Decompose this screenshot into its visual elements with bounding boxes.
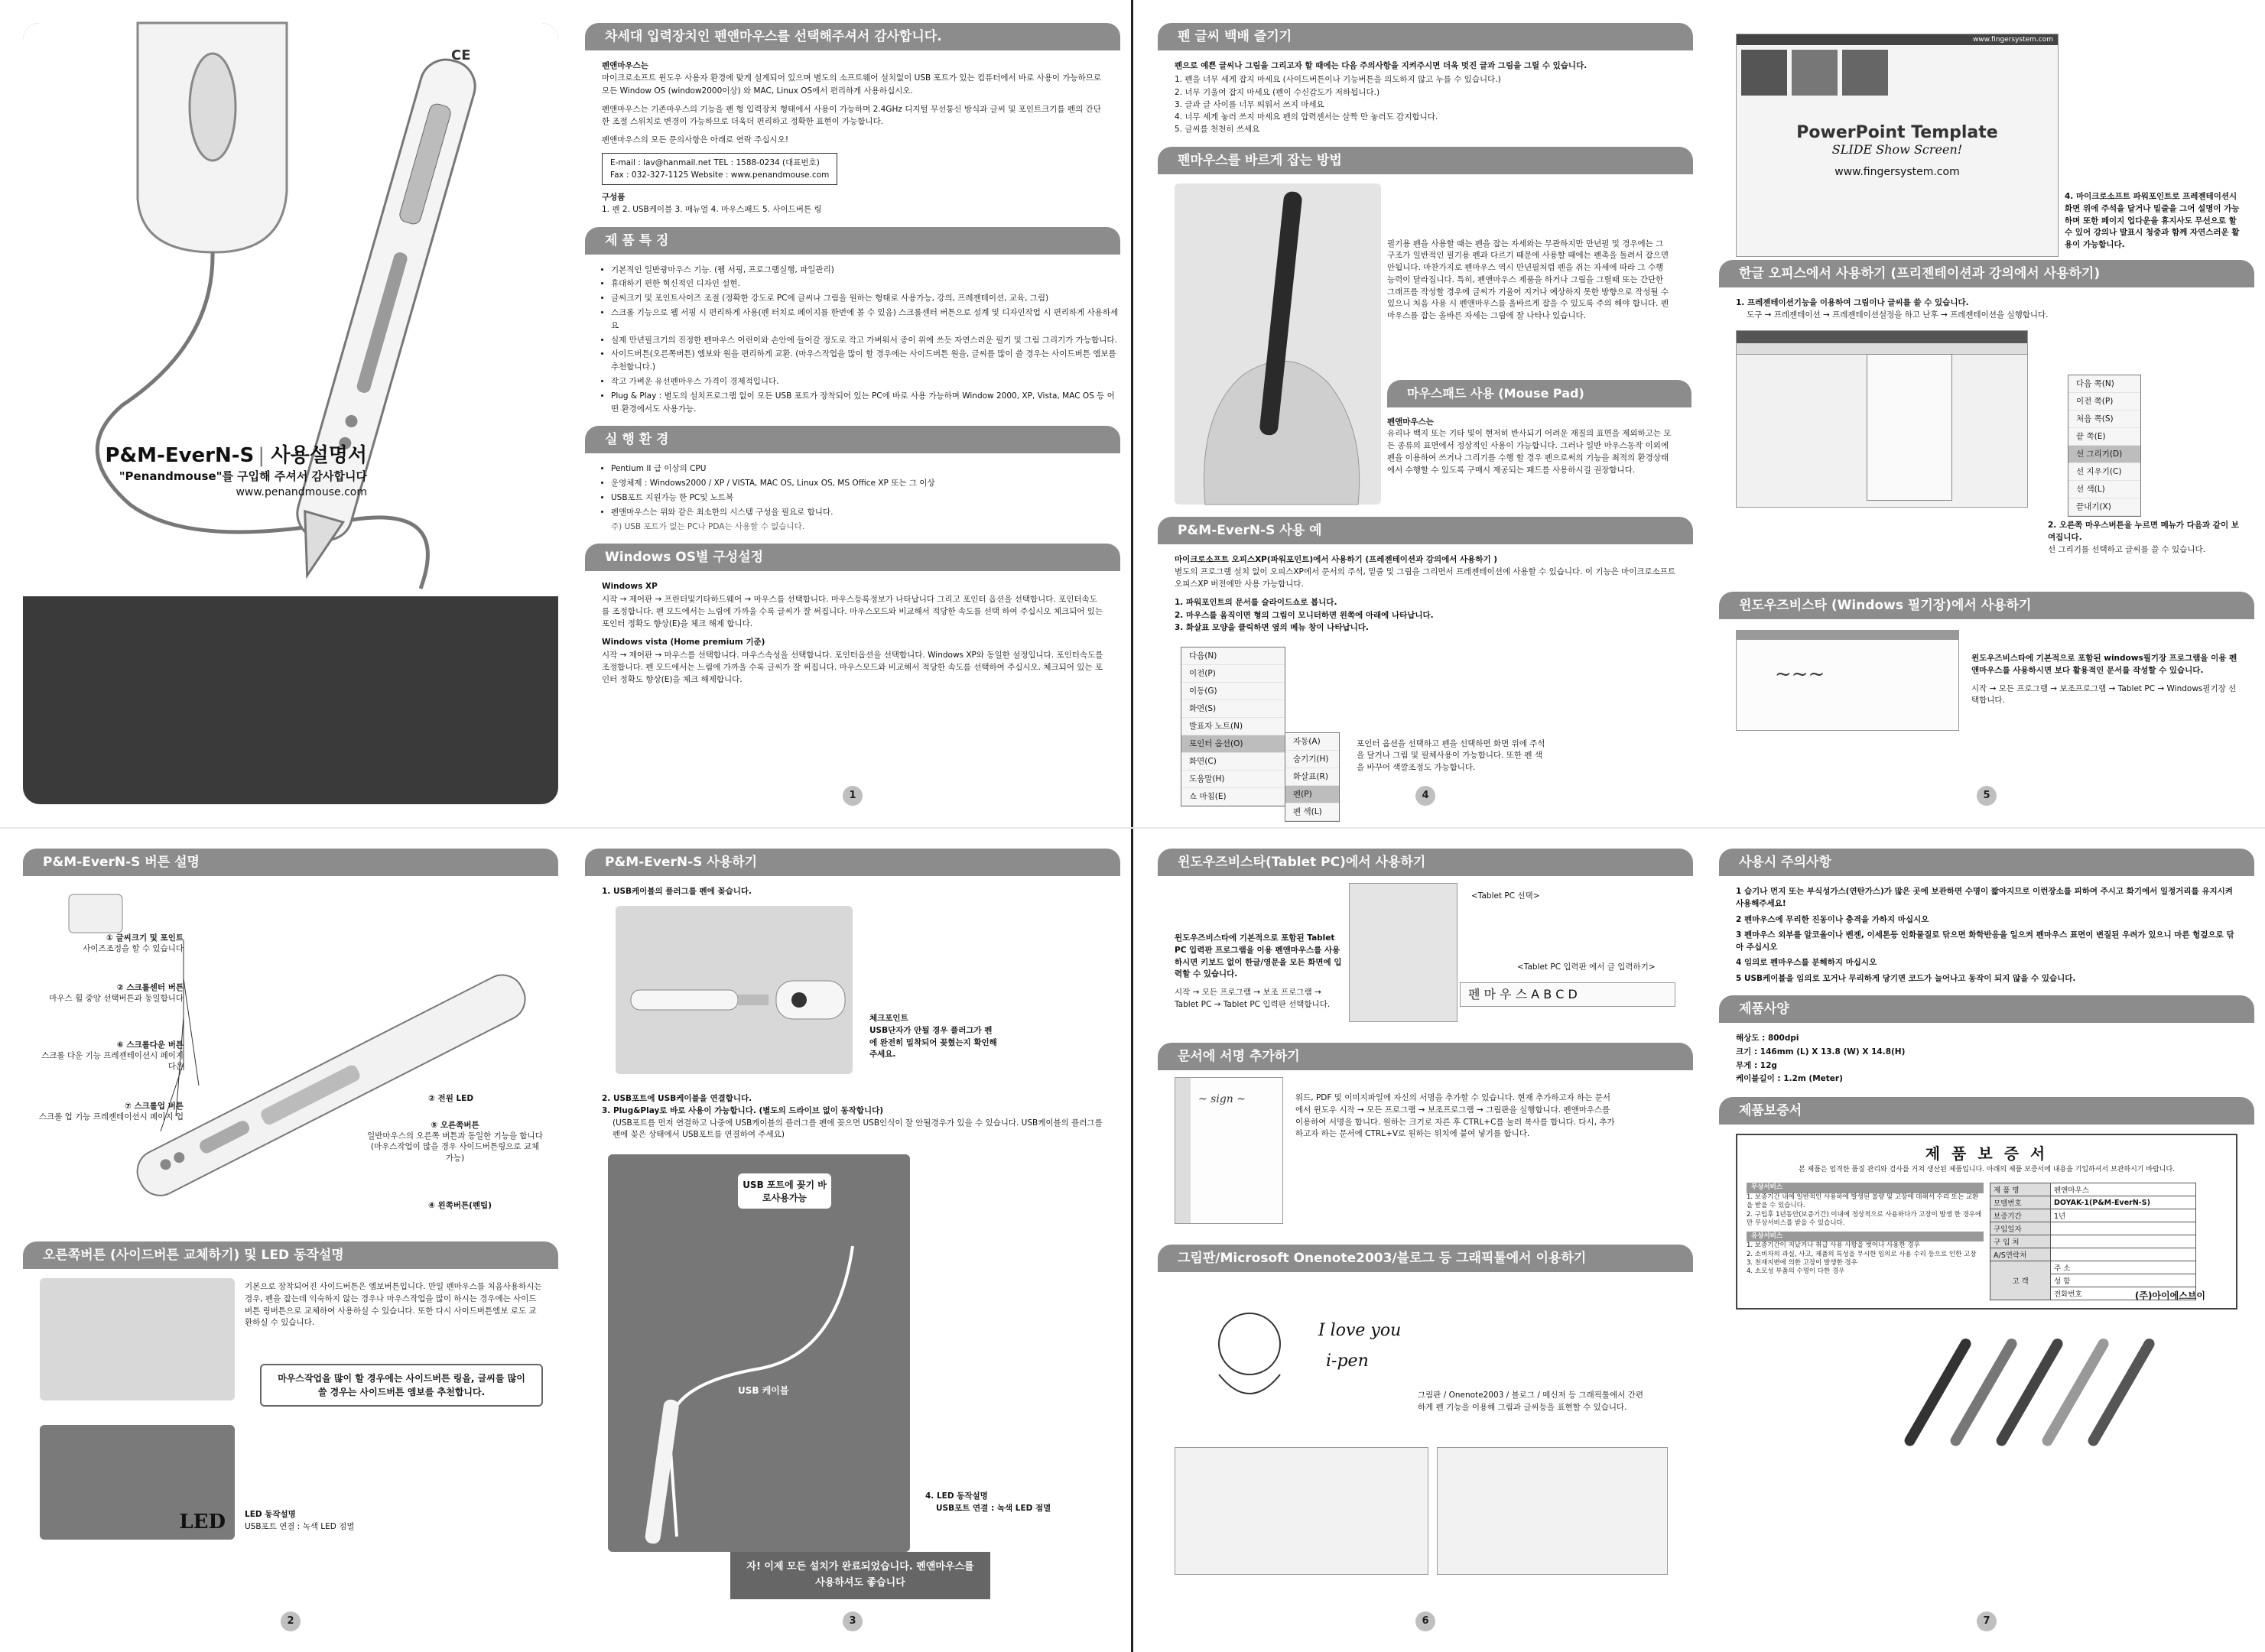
callout-title: ⑥ 스크롤다운 버튼 xyxy=(116,1040,184,1050)
list-item: • Pentium II 급 이상의 CPU xyxy=(611,462,1120,475)
paint-screenshot xyxy=(1175,1077,1283,1224)
env-header: 실 행 환 경 xyxy=(585,426,1120,453)
customer-label: 고 객 xyxy=(1990,1261,2051,1300)
signature-header: 문서에 서명 추가하기 xyxy=(1158,1043,1693,1070)
page-number: 7 xyxy=(1977,1611,1997,1631)
caution-item: 1 습기나 먼지 또는 부식성가스(연탄가스)가 많은 곳에 보관하면 수명이 짧아지므로 이런장소를 피하여 주시고 화기에서 일정거리를 유지시켜 사용해주세요! xyxy=(1736,887,2233,909)
menu-item[interactable]: 다음 쪽(N) xyxy=(2068,375,2140,393)
menu-item[interactable]: 선 그리기(D) xyxy=(2068,446,2140,463)
contact-line-2[interactable]: Fax : 032-327-1125 Website : www.penandmouse.com xyxy=(610,170,830,180)
callout-title: ⑤ 오른쪽버튼 xyxy=(431,1121,479,1130)
page-number: 6 xyxy=(1415,1611,1435,1631)
contact-box xyxy=(602,153,837,186)
context-menu[interactable] xyxy=(1181,647,1285,807)
warranty-table xyxy=(1990,1183,2196,1300)
start-menu-screenshot xyxy=(1349,883,1457,1022)
ppt-screenshot xyxy=(1736,34,2059,257)
play-item: 1. 펜을 너무 세게 잡지 마세요 (사이드버튼이나 기능버튼을 의도하지 않고 누를 수 있습니다.) xyxy=(1175,75,1501,85)
table-value[interactable] xyxy=(2051,1222,2196,1235)
customer-field[interactable]: 주 소 xyxy=(2051,1261,2196,1274)
menu-item[interactable]: 끝내기(X) xyxy=(2068,498,2140,516)
menu-item[interactable]: 숨기기(H) xyxy=(1285,751,1339,768)
play-item: 3. 글과 글 사이를 너무 띄워서 쓰지 마세요 xyxy=(1175,99,1324,109)
customer-field[interactable]: 성 함 xyxy=(2051,1274,2196,1287)
os-vista-title: Windows vista (Home premium 기준) xyxy=(602,638,765,647)
step-4-desc: USB포트 연결 : 녹색 LED 점멸 xyxy=(936,1503,1051,1513)
page-2 xyxy=(23,849,558,1636)
customer-field[interactable]: 전화번호 xyxy=(2051,1287,2196,1300)
cover-site[interactable]: www.penandmouse.com xyxy=(236,486,367,498)
spec-item: 무게 : 12g xyxy=(1736,1060,1777,1070)
paint-header: 그림판/Microsoft Onenote2003/블로그 등 그래픽툴에서 이용하기 xyxy=(1158,1245,1693,1272)
onenote-screenshot-1 xyxy=(1175,1447,1428,1575)
callout-power-led: ② 전원 LED xyxy=(428,1094,474,1103)
vista-header: 윈도우즈비스타 (Windows 필기장)에서 사용하기 xyxy=(1719,592,2254,619)
grip-header: 펜마우스를 바르게 잡는 방법 xyxy=(1158,147,1693,174)
tablet-note-1: <Tablet PC 선택> xyxy=(1471,891,1540,901)
menu-item[interactable]: 선 색(L) xyxy=(2068,481,2140,498)
table-key: 구 입 처 xyxy=(1990,1235,2051,1248)
page-number: 4 xyxy=(1415,786,1435,806)
os-header: Windows OS별 구성설정 xyxy=(585,544,1120,571)
hwp-context-menu[interactable] xyxy=(2068,375,2141,517)
warranty-header: 제품보증서 xyxy=(1719,1097,2254,1125)
warranty-intro: 본 제품은 엄격한 품질 관리와 검사를 거쳐 생산된 제품입니다. 아래의 제품 보증서에 내용을 기입하셔서 보관하시기 바랍니다. xyxy=(1798,1166,2176,1174)
vista-journal-screenshot xyxy=(1736,630,1959,731)
menu-item[interactable]: 펜(P) xyxy=(1285,786,1339,803)
step-3: 3. Plug&Play로 바로 사용이 가능합니다. (별도의 드라이브 없이 동작합니다) xyxy=(602,1105,884,1115)
page-number: 2 xyxy=(281,1611,301,1631)
side-button-photo xyxy=(40,1278,235,1400)
paid-item: 1. 보증기간이 지났거나 취급 사용 사항을 벗어나 사용한 경우 xyxy=(1747,1241,1920,1250)
list-item: • 휴대하기 편한 혁신적인 디자인 설현. xyxy=(611,277,1120,290)
check-title: 체크포인트 xyxy=(869,1014,908,1023)
cable-illustration xyxy=(608,1154,910,1552)
callout-right-button xyxy=(367,1120,543,1164)
menu-item[interactable]: 이전(P) xyxy=(1181,665,1285,683)
example-step: 3. 화살표 모양을 클릭하면 옆의 메뉴 창이 나타납니다. xyxy=(1175,622,1369,632)
free-item: 2. 구입후 1년동안(보증기간) 이내에 정상적으로 사용하다가 고장이 발생 한 경우에만 무상서비스를 받을 수 있습니다. xyxy=(1747,1210,1982,1228)
page-5 xyxy=(1719,23,2254,810)
step-2: 2. USB포트에 USB케이블을 연결합니다. xyxy=(602,1094,752,1103)
love-text-2: i-pen xyxy=(1326,1352,1369,1371)
callout-desc: 일반마우스의 오른쪽 버튼과 동일한 기능을 합니다 (마우스작업이 많을 경우 사이드버튼링으로 교체가능) xyxy=(367,1131,543,1163)
table-key: 제 품 명 xyxy=(1990,1183,2051,1196)
table-key: 구입일자 xyxy=(1990,1222,2051,1235)
led-photo xyxy=(40,1425,235,1540)
table-row xyxy=(1990,1183,2196,1196)
table-value[interactable] xyxy=(2051,1235,2196,1248)
pad-label: 펜앤마우스는 xyxy=(1387,417,1434,427)
menu-item[interactable]: 끝 쪽(E) xyxy=(2068,428,2140,446)
list-item: • 사이드버튼(오른쪽버튼) 엠보와 원을 편리하게 교환. (마우스작업을 많이 할 경우에는 사이드버튼 원을, 글씨를 많이 쓸 경우는 사이드버튼 엠보를 추천합니다.) xyxy=(611,348,1120,374)
table-row xyxy=(1990,1235,2196,1248)
step-1: 1. USB케이블의 플러그를 펜에 꽂습니다. xyxy=(602,887,752,896)
paid-label: 유상서비스 xyxy=(1747,1232,1984,1241)
menu-item[interactable]: 화면(S) xyxy=(1181,700,1285,718)
os-vista-text: 시작 → 제어판 → 마우스를 선택합니다. 마우스속성을 선택합니다. 포인터옵션을 선택합니다. Windows XP와 동일한 설정입니다. 포인터속도를 조정합니다. 펜 모드에서는 느림에 가까울 수록 글씨가 잘 써집니다. 마우스모드와 비교해서 적당한 속도를 선택하여 주십시오. 체크되어 있는 포인터 정확도 향상(E)을 체크 해제합니다. xyxy=(602,650,1103,685)
header-thanks: 차세대 입력장치인 펜앤마우스를 선택해주셔서 감사합니다. xyxy=(585,23,1120,50)
cover-title xyxy=(105,440,367,468)
features-list xyxy=(585,264,1120,416)
menu-item[interactable]: 도움말(H) xyxy=(1181,771,1285,788)
menu-item[interactable]: 화살표(R) xyxy=(1285,768,1339,786)
page-number: 3 xyxy=(843,1611,863,1631)
cover-thanks: "Penandmouse"를 구입해 주셔서 감사합니다 xyxy=(119,469,367,483)
table-value: 펜앤마우스 xyxy=(2051,1183,2196,1196)
paint-text: 그림판 / Onenote2003 / 블로그 / 메신저 등 그래픽툴에서 간편하게 펜 기능을 이용해 그림과 글씨등을 표현할 수 있습니다. xyxy=(1418,1391,1643,1412)
menu-item[interactable]: 쇼 마침(E) xyxy=(1181,788,1285,806)
side-tip: 마우스작업을 많이 할 경우에는 사이드버튼 링을, 글씨를 많이 쓸 경우는 사이드버튼 엠보를 추천합니다. xyxy=(260,1364,543,1407)
table-row xyxy=(1990,1261,2196,1274)
cover-panel xyxy=(23,23,558,804)
spec-item: 해상도 : 800dpi xyxy=(1736,1033,1799,1043)
callout-title: ① 글씨크기 및 포인트 xyxy=(106,933,184,943)
plug-photo xyxy=(616,906,853,1074)
paid-item: 4. 소모성 부품의 수명이 다한 경우 xyxy=(1747,1267,1845,1276)
example-step: 1. 파워포인트의 문서를 슬라이드쇼로 봅니다. xyxy=(1175,598,1337,608)
table-row xyxy=(1990,1248,2196,1261)
list-item: • 기본적인 일반광마우스 기능. (웹 서핑, 프로그램실행, 파일관리) xyxy=(611,264,1120,277)
usb-tag: USB 포트에 꽂기 바로사용가능 xyxy=(738,1173,831,1209)
menu-item[interactable]: 다음(N) xyxy=(1181,647,1285,665)
pad-header: 마우스패드 사용 (Mouse Pad) xyxy=(1387,380,1691,407)
tablet-path: 시작 → 모든 프로그램 → 보조 프로그램 → Tablet PC → Tablet PC 입력판 선택합니다. xyxy=(1175,988,1331,1009)
ppt-url: www.fingersystem.com xyxy=(1834,166,1960,178)
hand-pen-illustration xyxy=(1175,183,1381,505)
menu-item[interactable]: 이동(G) xyxy=(1181,683,1285,700)
menu-item[interactable]: 펜 색(L) xyxy=(1285,803,1339,821)
table-key: 보증기간 xyxy=(1990,1209,2051,1222)
callout-desc: 마우스 휠 중앙 선택버튼과 동일합니다 xyxy=(49,994,184,1004)
free-label: 무상서비스 xyxy=(1747,1183,1984,1193)
led-label: LED xyxy=(179,1511,226,1534)
usb-plug-illustration xyxy=(616,906,853,1074)
callout-size xyxy=(38,933,184,954)
onenote-screenshot-2 xyxy=(1437,1447,1668,1575)
spec-item: 크기 : 146mm (L) X 13.8 (W) X 14.8(H) xyxy=(1736,1047,1906,1056)
page-number: 1 xyxy=(843,786,863,806)
side-button-header: 오른쪽버튼 (사이드버튼 교체하기) 및 LED 동작설명 xyxy=(23,1241,558,1269)
callout-title: ② 스크롤센터 버튼 xyxy=(116,983,184,992)
page-7 xyxy=(1719,849,2254,1636)
page-3 xyxy=(585,849,1120,1636)
step-3-note: (USB포트를 먼저 연결하고 나중에 USB케이블의 플러그를 펜에 꽂으면 USB인식이 잘 안될경우가 있을 수 있습니다. USB케이블의 플러그를 펜에 꽂은 상태에서 USB포트를 연결하여 주세요) xyxy=(613,1118,1103,1140)
sheet-divider xyxy=(1131,0,1133,1652)
menu-item[interactable]: 선 지우기(C) xyxy=(2068,463,2140,481)
play-item: 5. 글씨를 천천히 쓰세요 xyxy=(1175,125,1260,135)
hwp-step-2b: 선 그리기를 선택하고 글씨를 쓸 수 있습니다. xyxy=(2048,544,2205,554)
list-item: • Plug & Play : 별도의 설치프로그램 없이 모든 USB 포트가 장착되어 있는 PC에 바로 사용 가능하며 Window 2000, XP, Vista, MAC OS 등 어떤 환경에서도 사용가능. xyxy=(611,390,1120,416)
callout-left-button: ④ 왼쪽버튼(펜팁) xyxy=(428,1201,492,1210)
menu-item[interactable]: 포인터 옵션(O) xyxy=(1181,735,1285,753)
ppt-subtitle: SLIDE Show Screen! xyxy=(1831,142,1963,157)
ce-mark: CE xyxy=(451,47,471,63)
example-intro: 마이크로소프트 오피스XP(파워포인트)에서 사용하기 (프레젠테이션과 강의에서 사용하기 ) xyxy=(1175,554,1498,564)
features-header: 제 품 특 징 xyxy=(585,227,1120,255)
caution-item: 5 USB케이블을 임의로 꼬거나 무리하게 당기면 코드가 늘어나고 동작이 되지 않을 수 있습니다. xyxy=(1736,973,2076,983)
page-6 xyxy=(1158,849,1693,1636)
page-number: 5 xyxy=(1977,786,1997,806)
pen-mouse-illustration xyxy=(23,23,558,604)
ppt-photos xyxy=(1737,45,2058,100)
env-list xyxy=(585,462,1120,533)
callout-desc: 스크롤 업 기능 프레젠테이션시 페이지 업 xyxy=(38,1112,184,1122)
table-row xyxy=(1990,1222,2196,1235)
example-step: 2. 마우스를 움직이면 형의 그림이 모니터하면 왼쪽에 아래에 나타납니다. xyxy=(1175,610,1434,620)
intro-2: 펜앤마우스는 기존마우스의 기능을 펜 형 입력장치 형태에서 사용이 가능하며 2.4GHz 디지털 무선통신 방식과 글씨 및 포인트크기를 펜의 간단한 조절 스위치로 변경이 가능하므로 더욱더 편리하고 정확한 표현이 가능합니다. xyxy=(602,104,1101,127)
contents: 1. 펜 2. USB케이블 3. 매뉴얼 4. 마우스패드 5. 사이드버튼 링 xyxy=(602,205,822,215)
caution-item: 2 펜마우스에 무리한 진동이나 충격을 가하지 마십시오 xyxy=(1736,914,1929,924)
usb-connect-photo xyxy=(608,1154,910,1552)
play-header: 펜 글씨 백배 즐기기 xyxy=(1158,23,1693,50)
list-item: • 작고 가벼운 유선펜마우스 가격이 경제적입니다. xyxy=(611,375,1120,388)
fold-line xyxy=(0,827,2265,829)
pointer-submenu[interactable] xyxy=(1285,732,1340,822)
girl-sketch-icon xyxy=(1188,1290,1311,1413)
table-value: DOYAK-1(P&M-EverN-S) xyxy=(2051,1196,2196,1209)
tablet-note-2: <Tablet PC 입력판 에서 글 입력하기> xyxy=(1517,962,1656,972)
tablet-header: 윈도우즈비스타(Tablet PC)에서 사용하기 xyxy=(1158,849,1693,876)
hwp-header: 한글 오피스에서 사용하기 (프리젠테이션과 강의에서 사용하기) xyxy=(1719,260,2254,287)
callout-desc: 사이즈조정을 할 수 있습니다 xyxy=(83,944,184,954)
menu-item[interactable]: 처음 쪽(S) xyxy=(2068,411,2140,428)
page-4 xyxy=(1158,23,1693,816)
cover-manual-label: 사용설명서 xyxy=(271,444,367,467)
vista-text: 윈도우즈비스타에 기본적으로 포함된 windows필기장 프로그램을 이용 펜앤마우스를 사용하시면 보다 활용적인 문서를 작성할 수 있습니다. xyxy=(1971,654,2237,675)
step-4-title: 4. LED 동작설명 xyxy=(925,1491,988,1501)
list-item: • 스크롤 기능으로 웹 서핑 시 편리하게 사용(펜 터치로 페이지를 한번에 볼 수 있음) 스크롤센터 버튼으로 설계 및 디자인작업 시 편리하게 사용하세요 xyxy=(611,307,1120,333)
list-item: • 실제 만년필크기의 진정한 펜마우스 어린이와 손안에 들어갈 정도로 작고 가벼워서 종이 위에 쓰듯 자연스러운 필기 및 그림 그리기가 가능합니다. xyxy=(611,334,1120,347)
love-text-1: I love you xyxy=(1318,1321,1402,1340)
signature-text: 워드, PDF 및 이미지파일에 자신의 서명을 추가할 수 있습니다. 현재 추가하고자 하는 문서에서 윈도우 시작 → 모든 프로그램 → 보조프로그램 → 그림판을 실행합니다. 펜앤마우스를 이용하여 서명을 합니다. 원하는 크기로 자른 후 CTRL+C를 눌러 복사를 합니다. 다시, 추가하고자 하는 문서에 CTRL+V로 원하는 위치에 붙여 넣기를 합니다. xyxy=(1295,1093,1615,1139)
callout-desc: 스크롤 다운 기능 프레젠테이션시 페이지 다운 xyxy=(41,1051,184,1072)
intro-1: 마이크로소프트 윈도우 사용자 환경에 맞게 설계되어 있으며 별도의 소프트웨어 설치없이 USB 포트가 있는 컴퓨터에서 바로 사용이 가능하므로 모든 Window OS (window2000이상) 와 MAC, Linux OS에서 편리하게 사용하십시오. xyxy=(602,73,1102,96)
ppt-step-4: 4. 마이크로소프트 파워포인트로 프레젠테이션시 화면 위에 주석을 달거나 밑줄을 그어 설명이 가능하며 또한 페이지 업다운을 휴지사도 무선으로 할 수 있어 강의나 발표시 청중과 함께 자연스러운 활용이 가능합니다. xyxy=(2065,192,2240,249)
spec-item: 케이블길이 : 1.2m (Meter) xyxy=(1736,1074,1843,1084)
table-value: 1년 xyxy=(2051,1209,2196,1222)
caution-header: 사용시 주의사항 xyxy=(1719,849,2254,876)
list-item: • 펜앤마우스는 위와 같은 최소한의 시스템 구성을 필요로 합니다. xyxy=(611,506,1120,519)
table-key: A/S연락처 xyxy=(1990,1248,2051,1261)
paid-item: 2. 소비자의 과실, 사고, 제품의 특성을 무시한 임의로 사용 수리 등으로 인한 고장 xyxy=(1747,1250,1977,1258)
page-1 xyxy=(585,23,1120,810)
list-item: • 글씨크기 및 포인트사이즈 조절 (정확한 강도로 PC에 글씨나 그림을 원하는 형태로 사용가능, 강의, 프레젠테이션, 교육, 그림) xyxy=(611,292,1120,305)
caution-item: 4 임의로 펜마우스를 분해하지 마십시오 xyxy=(1736,958,1877,968)
callout-title: ⑦ 스크롤업 버튼 xyxy=(124,1102,184,1111)
callout-scroll-up xyxy=(38,1101,184,1122)
love-drawing xyxy=(1188,1290,1402,1420)
free-item: 1. 보증기간 내에 일반적인 사용하에 발생된 불량 및 고장에 대해서 수리 또는 교환을 받을 수 있습니다. xyxy=(1747,1193,1979,1210)
hwp-screenshot xyxy=(1736,330,2028,508)
example-header: P&M-EverN-S 사용 예 xyxy=(1158,517,1693,544)
table-row xyxy=(1990,1209,2196,1222)
callout-scroll-center xyxy=(38,982,184,1004)
hwp-step-2: 2. 오른쪽 마우스버튼을 누르면 메뉴가 다음과 같이 보여집니다. xyxy=(2048,521,2239,542)
side-text: 기본으로 장착되어진 사이드버튼은 엠보버튼입니다. 만일 펜마우스를 처음사용하시는 경우, 펜을 잡는데 익숙하지 않는 경우나 마우스작업을 많이 하시는 경우에는 사이드버튼 링버튼으로 교체하여 사용하실 수 있습니다. 또한 다시 사이드버튼엠보 로도 교환하실 수 있습니다. xyxy=(245,1282,542,1328)
list-item: • 운영체제 : Windows2000 / XP / VISTA, MAC OS, Linux OS, MS Office XP 또는 그 이상 xyxy=(611,477,1120,490)
os-xp-text: 시작 → 제어판 → 프린터및기타하드웨어 → 마우스를 선택합니다. 마우스등록정보가 나타납니다 그리고 포인터 옵션을 선택합니다. 포인터속도를 조정합니다. 펜 모드에서는 느림에 가까울 수록 글씨가 잘 써집니다. 마우스모드와 비교해서 적당한 속도를 선택 하여 주십시오 체크되어 있는 포인터 정확도 향상(E)을 체크 해제 합니다. xyxy=(602,594,1103,629)
button-header: P&M-EverN-S 버튼 설명 xyxy=(23,849,558,876)
led-title: LED 동작설명 xyxy=(245,1510,296,1519)
check-text: USB단자가 안될 경우 플러그가 펜에 완전히 밀착되어 꽂혔는지 확인해 주세요. xyxy=(869,1025,997,1060)
title-separator: | xyxy=(258,444,271,467)
contact-line-1[interactable]: E-mail : lav@hanmail.net TEL : 1588-0234 (대표번호) xyxy=(610,157,820,167)
pad-text: 유리나 백지 또는 기타 빛이 현저히 반사되기 어려운 재질의 표면을 제외하고는 모든 종류의 표면에서 정상적인 사용이 가능합니다. 그러나 일반 마우스동작 이외에 펜을 이용하여 쓰거나 그리기를 수행 할 경우 펜으로써의 기능을 최적의 환경상태에서 수행할 수 있도록 구매시 제공되는 패드를 사용하시길 권장합니다. xyxy=(1387,429,1672,475)
tablet-text: 윈도우즈비스타에 기본적으로 포함된 Tablet PC 입력판 프로그램을 이용 펜앤마우스를 사용하시면 키보드 없이 한글/영문을 모든 화면에 입력할 수 있습니다. xyxy=(1175,933,1342,979)
example-text: 별도의 프로그램 설치 없이 오피스XP에서 문서의 주석, 밑줄 및 그림을 그리면서 프레젠테이션에 사용할 수 있습니다. 이 기능은 마이크로소프트 오피스XP 버전에만 사용 가능합니다. xyxy=(1175,566,1676,589)
play-item: 4. 너무 세게 놓러 쓰지 마세요 펜의 압력센서는 살짝 만 놓러도 감지합니다. xyxy=(1175,112,1438,122)
menu-item[interactable]: 화면(C) xyxy=(1181,753,1285,771)
signature-sample: ~ sign ~ xyxy=(1198,1093,1246,1105)
list-item: • USB포트 지원가능 한 PC및 노트북 xyxy=(611,492,1120,505)
use-header: P&M-EverN-S 사용하기 xyxy=(585,849,1120,876)
company-name: (주)아이에스브이 xyxy=(2134,1290,2205,1302)
warranty-card xyxy=(1736,1134,2237,1310)
list-item: 주) USB 포트가 없는 PC나 PDA는 사용할 수 없습니다. xyxy=(611,521,805,531)
example-note: 포인터 옵션을 선택하고 펜을 선택하면 화면 위에 주석을 달거나 그림 및 필체사용이 가능합니다. 또한 펜 색을 바꾸어 색깔조정도 가능합니다. xyxy=(1357,738,1545,773)
cover-brand: P&M-EverN-S xyxy=(105,444,255,467)
table-row xyxy=(1990,1196,2196,1209)
handwriting-sample: ~~~ xyxy=(1775,663,1825,686)
hwp-path: 도구 → 프레젠테이션 → 프레젠테이션설정을 하고 난후 → 프레젠테이션을 실행합니다. xyxy=(1747,310,2049,320)
paid-item: 3. 천재지변에 의한 고장이 발생한 경우 xyxy=(1747,1258,1857,1267)
warranty-title: 제 품 보 증 서 xyxy=(1925,1144,2049,1164)
tablet-input-panel[interactable]: 펜 마 우 스 A B C D xyxy=(1460,982,1675,1007)
hwp-step-1: 1. 프레젠테이션기능을 이용하여 그림이나 글씨를 쓸 수 있습니다. xyxy=(1736,298,1969,307)
intro-label: 펜앤마우스는 xyxy=(602,61,648,70)
contents-label: 구성품 xyxy=(602,193,626,203)
ppt-title: PowerPoint Template xyxy=(1796,123,1998,142)
menu-item[interactable]: 이전 쪽(P) xyxy=(2068,393,2140,411)
menu-item[interactable]: 자동(A) xyxy=(1285,733,1339,751)
os-xp-title: Windows XP xyxy=(602,582,658,592)
done-banner: 자! 이제 모든 설치가 완료되었습니다. 펜앤마우스를 사용하셔도 좋습니다 xyxy=(730,1552,990,1599)
ppt-url-bar: www.fingersystem.com xyxy=(1737,34,2058,45)
contact-intro: 펜앤마우스의 모든 문의사항은 아래로 연락 주십시오! xyxy=(602,135,789,145)
caution-item: 3 펜마우스 외부를 알코올이나 벤젠, 이세톤등 인화물질로 닦으면 화학반응을 일으켜 펜마우스 표면이 변질된 우려가 있으니 마른 헝겊으로 닦아 주십시오 xyxy=(1736,930,2234,953)
grip-photo xyxy=(1175,183,1381,505)
menu-item[interactable]: 발표자 노트(N) xyxy=(1181,718,1285,735)
vista-path: 시작 → 모든 프로그램 → 보조프로그램 → Tablet PC → Windows필기장 선택합니다. xyxy=(1971,683,2237,706)
table-key: 모델번호 xyxy=(1990,1196,2051,1209)
play-intro: 펜으로 예쁜 글씨나 그림을 그리고자 할 때에는 다음 주의사항을 지켜주시면 더욱 멋진 글과 그림을 그릴 수 있습니다. xyxy=(1175,61,1587,70)
led-desc: USB포트 연결 : 녹색 LED 점멸 xyxy=(245,1521,355,1531)
table-value[interactable] xyxy=(2051,1248,2196,1261)
cable-label: USB 케이블 xyxy=(738,1385,789,1396)
grip-text: 필기용 펜을 사용할 때는 펜을 잡는 자세와는 무관하지만 만년필 및 경우에는 그 구조가 일반적인 필기용 펜과 다르기 때문에 사용할 때에는 펜촉을 돌려서 잡으면 안됩니다. 마찬가지로 펜마우스 역시 만년필처럼 펜을 쥐는 자세에 따라 그 수행 능력이 달라집니다. 특히, 펜앤마우스 제품을 하거나 그림을 그릴때 또는 간단한 그래프를 작성할 경우에 글씨가 기울어 지거나 예상하지 못한 방향으로 작성될 수 있으니 처음 사용 시 펜앤마우스를 올바르게 잡을 수 있도록 주의 해야 합니다. 펜마우스를 잡는 올바른 자세는 그림에 잘 나타나 있습니다. xyxy=(1387,239,1669,321)
play-item: 2. 너무 기울여 잡지 마세요 (펜이 수신감도가 저하됩니다.) xyxy=(1175,87,1380,97)
pens-lineup-illustration xyxy=(1742,1320,2231,1450)
callout-scroll-down xyxy=(38,1040,184,1073)
hwp-step-2-block xyxy=(2048,520,2239,556)
spec-header: 제품사양 xyxy=(1719,995,2254,1023)
